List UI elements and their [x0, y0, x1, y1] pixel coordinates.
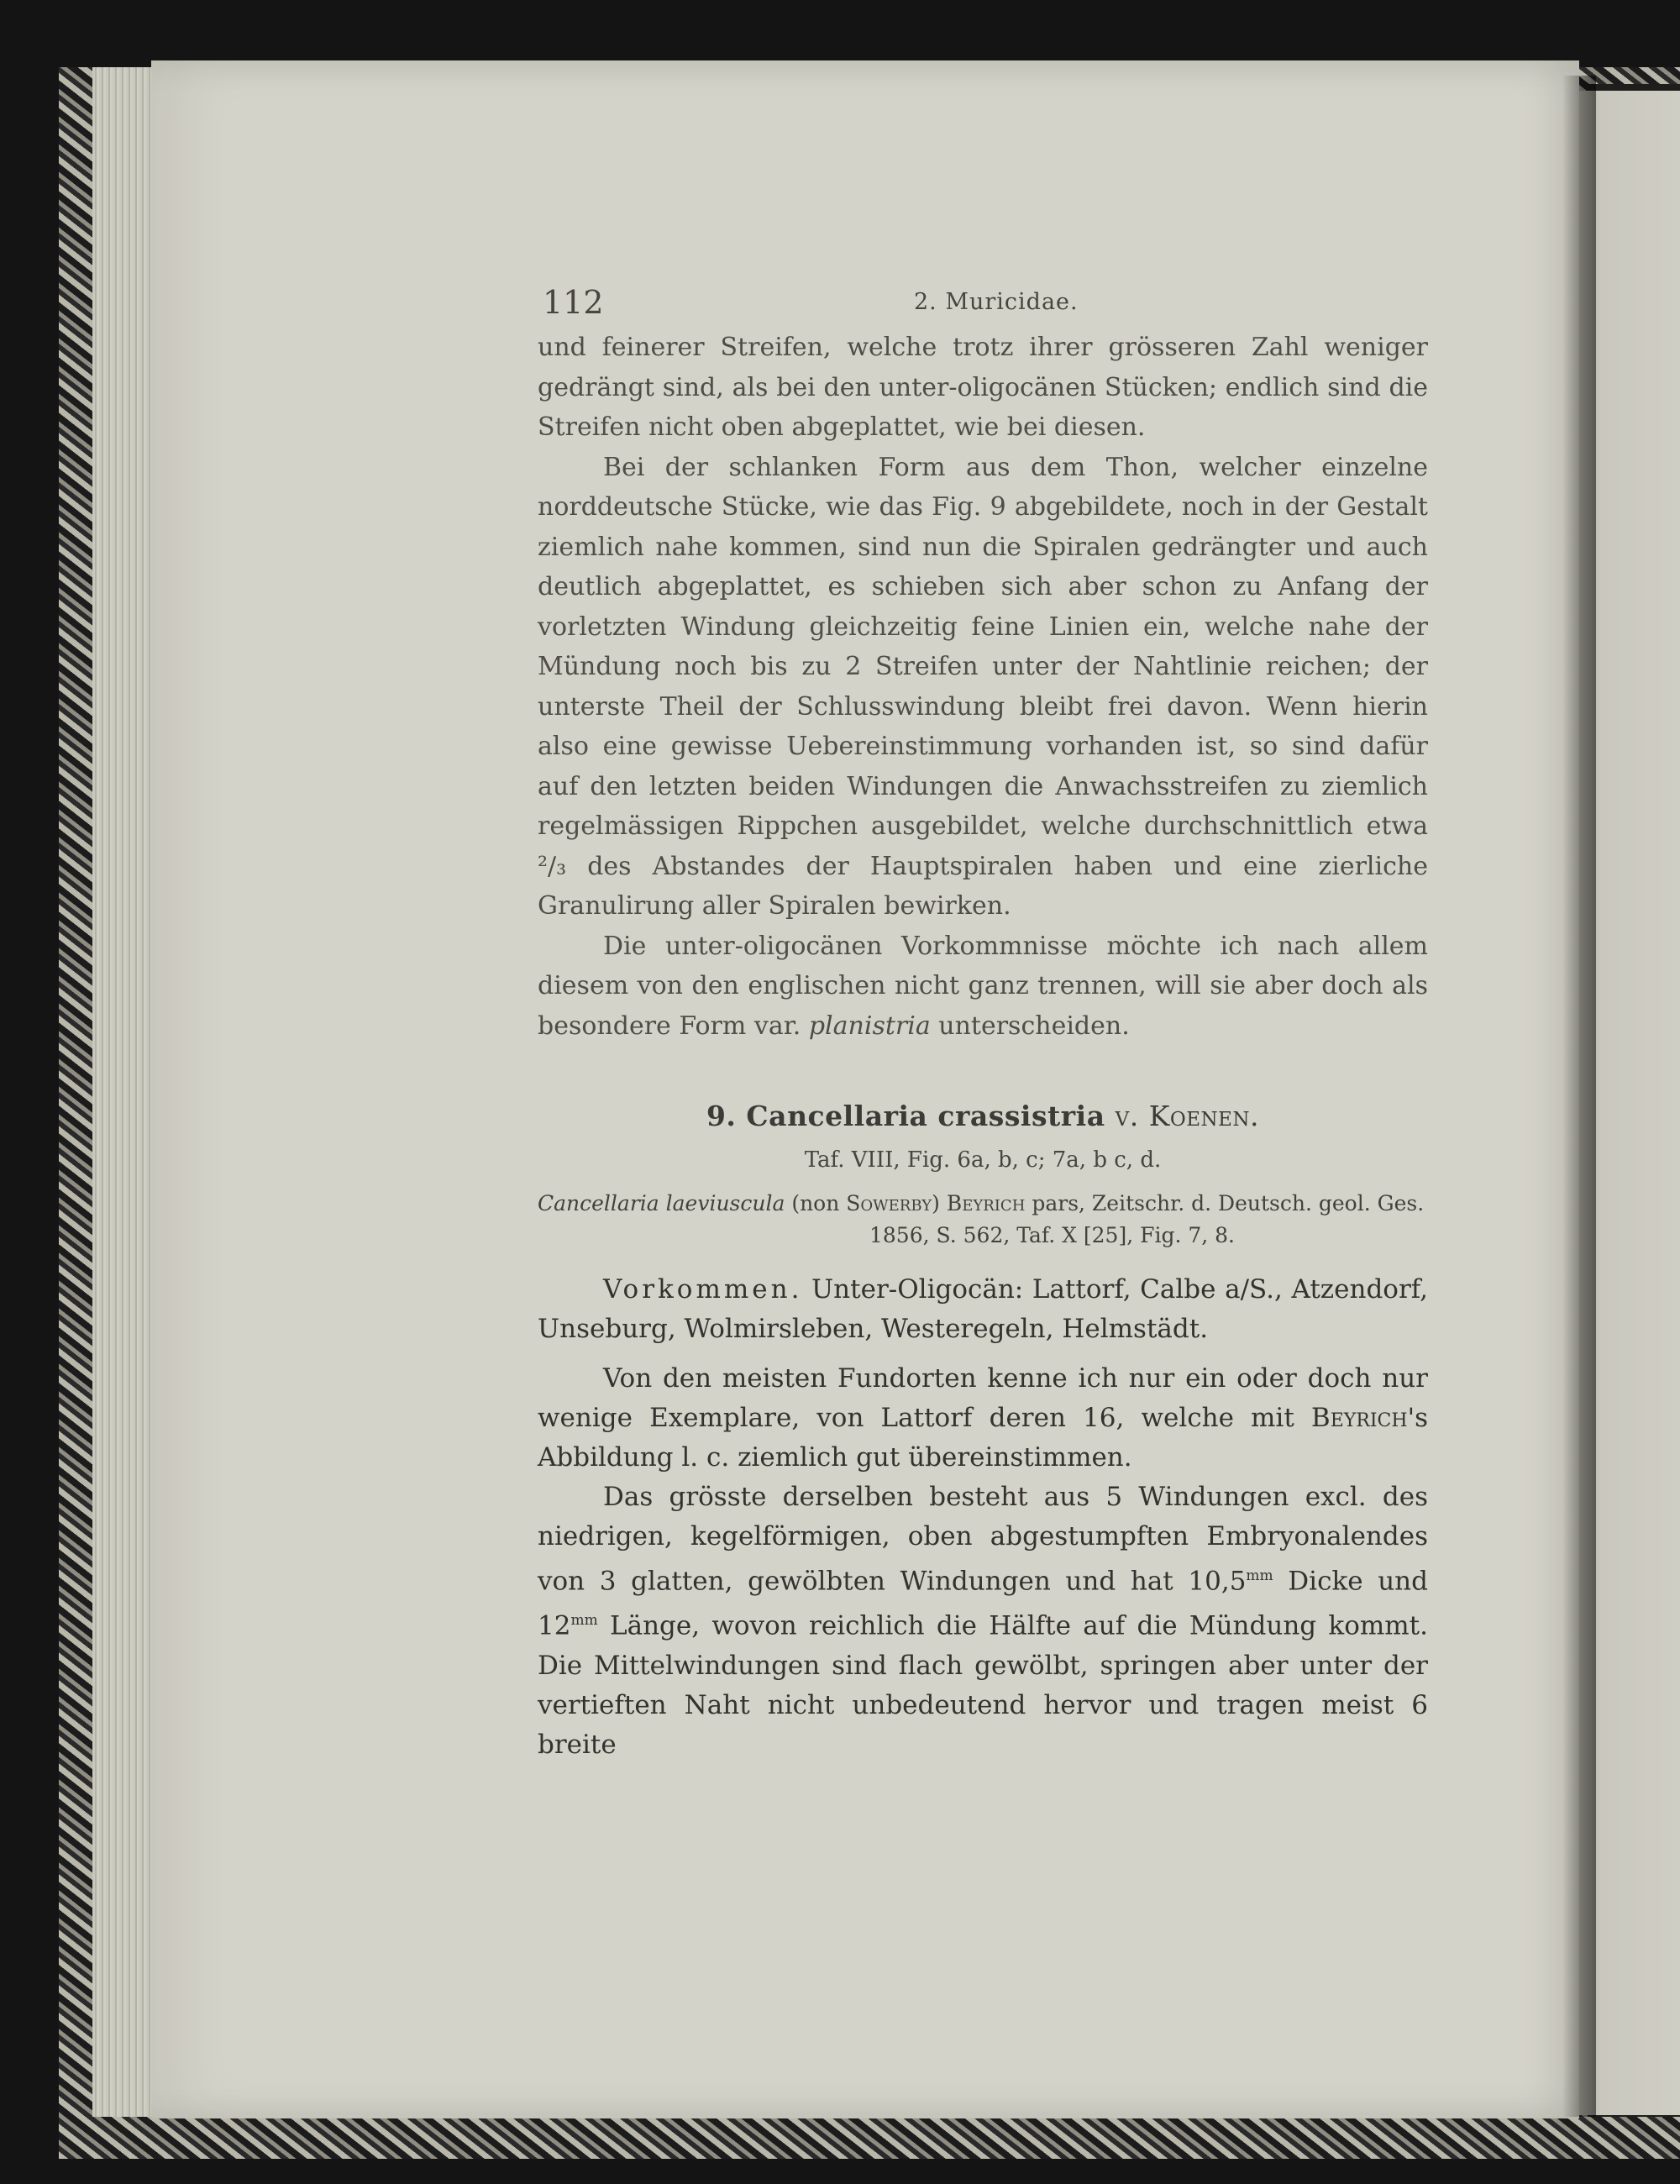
- author-prefix: v.: [1115, 1100, 1139, 1132]
- text-run: Dicke und 12: [538, 1566, 1428, 1641]
- species-number: 9.: [706, 1100, 737, 1132]
- synonymy-citation: 1856, S. 562, Taf. X [25], Fig. 7, 8.: [869, 1223, 1235, 1247]
- text-run: Länge, wovon reichlich die Hälfte auf die Mündung kommt. Die Mittelwindungen sind flach gewölbt, springen aber unter der vertieften Naht nicht unbedeutend hervor und tragen meist 6 breite: [538, 1610, 1428, 1760]
- synonym-name: Cancellaria laeviuscula: [538, 1191, 785, 1215]
- unit-mm: mm: [570, 1612, 598, 1630]
- text-run: pars, Zeitschr. d. Deutsch. geol. Ges.: [1025, 1191, 1425, 1215]
- page-header: [538, 277, 1428, 328]
- author-sowerby: Sowerby: [846, 1191, 932, 1215]
- text-run: ): [932, 1191, 947, 1215]
- species-name: Cancellaria crassistria: [746, 1100, 1105, 1132]
- paragraph-continued: und feinerer Streifen, welche trotz ihrer grösseren Zahl weniger gedrängt sind, als bei den unter-oligocänen Stücken; endlich sind die Streifen nicht oben abgeplattet, wie bei diesen.: [538, 333, 1428, 442]
- paragraph-schlanke-form: Bei der schlanken Form aus dem Thon, welcher einzelne norddeutsche Stücke, wie das Fig. 9 abgebildete, noch in der Gestalt ziemlich nahe kommen, sind nun die Spiralen gedrängter und auch deutlich abgeplattet, es schieben sich aber schon zu Anfang der vorletzten Windung gleichzeitig feine Linien ein, welche nahe der Mündung noch bis zu 2 Streifen unter der Nahtlinie reichen; der unterste Theil der Schlusswindung bleibt frei davon. Wenn hierin also eine gewisse Uebereinstimmung vorhanden ist, so sind dafür auf den letzten beiden Windungen die Anwachsstreifen zu ziemlich regelmässigen Rippchen ausgebildet, welche durchschnittlich etwa ²/₃ des Abstandes der Hauptspiralen haben und eine zierliche Granulirung aller Spiralen bewirken.: [538, 452, 1428, 921]
- paragraph-fundorte: [538, 1359, 1428, 1478]
- synonymy: [538, 1188, 1428, 1252]
- page-text-block: [538, 277, 1428, 1765]
- text-run: Das grösste derselben besteht aus 5 Windungen excl. des niedrigen, kegelförmigen, oben abgestumpften Embryonalendes von 3 glatten, gewölbten Windungen und hat 10,5: [538, 1482, 1428, 1597]
- text-run: 's Abbildung l. c. ziemlich gut übereinstimmen.: [538, 1403, 1428, 1473]
- plate-reference: Taf. VIII, Fig. 6a, b, c; 7a, b c, d.: [804, 1147, 1162, 1173]
- text-run: Von den meisten Fundorten kenne ich nur ein oder doch nur wenige Exemplare, von Lattorf deren 16, welche mit: [538, 1363, 1428, 1433]
- species-heading: [538, 1100, 1428, 1132]
- upper-section: [538, 328, 1428, 1046]
- running-title: 2. Muricidae.: [914, 289, 1079, 315]
- author-beyrich: Beyrich: [946, 1191, 1026, 1215]
- vorkommen-label: Vorkommen.: [603, 1274, 803, 1305]
- text-run: (non: [785, 1191, 847, 1215]
- species-author: Koenen.: [1148, 1100, 1260, 1132]
- spine-shadow: [1562, 76, 1596, 2117]
- page-number: 112: [543, 284, 604, 321]
- paragraph-planistria: [538, 927, 1428, 1047]
- variety-name: planistria: [808, 1011, 931, 1041]
- paragraph-description: [538, 1478, 1428, 1765]
- author-beyrich-ref: Beyrich: [1310, 1403, 1408, 1433]
- unit-mm: mm: [1246, 1567, 1273, 1584]
- lower-section: [538, 1270, 1428, 1765]
- text-run: Die unter-oligocänen Vorkommnisse möchte ich nach allem diesem von den englischen nicht ganz trennen, will sie aber doch als besondere Form var.: [538, 931, 1428, 1041]
- text-run: Unter-Oligocän: Lattorf, Calbe a/S., Atzendorf, Unseburg, Wolmirsleben, Westeregeln, Helmstädt.: [538, 1274, 1428, 1344]
- text-run: unterscheiden.: [930, 1011, 1130, 1041]
- paragraph-vorkommen: [538, 1270, 1428, 1349]
